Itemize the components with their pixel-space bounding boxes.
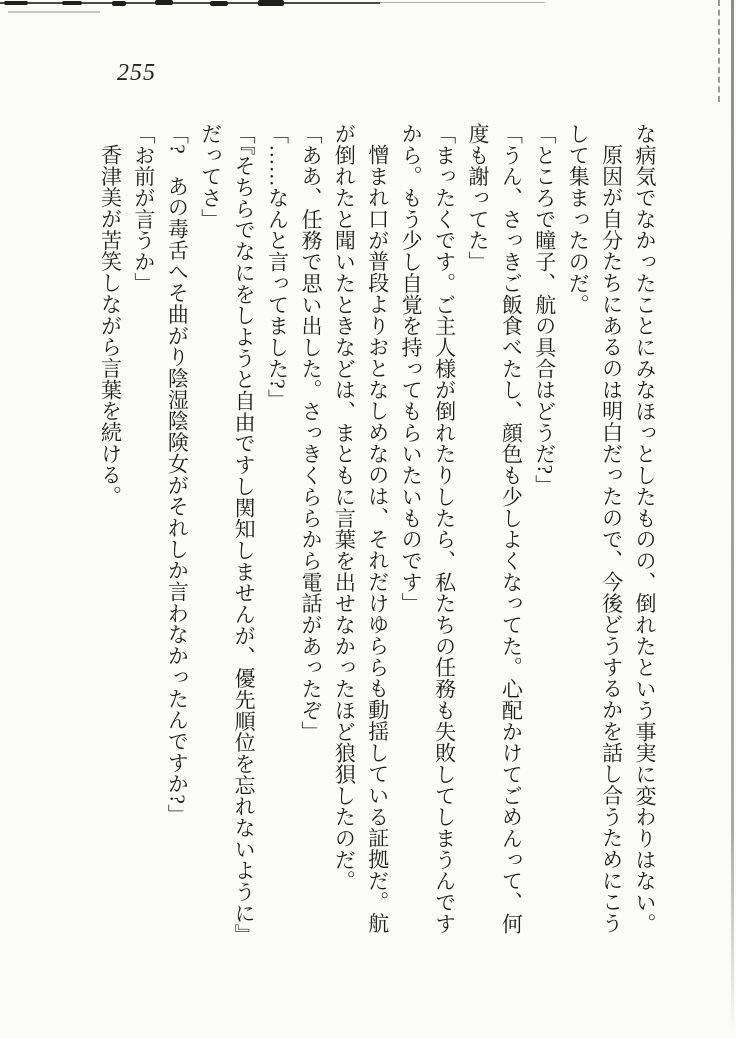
scan-artifact-blob	[155, 0, 173, 5]
paragraph: 香津美が苦笑しながら言葉を続ける。	[98, 144, 123, 507]
paragraph: 「『そちらでなにをしようと自由ですし関知しませんが、優先順位を忘れないように』 だってさ」	[198, 123, 257, 957]
paragraph: 原因が自分たちにあるのは明白だったので、今後どうするかを話し合うためにこうして集まったのだ。	[566, 123, 624, 934]
scan-artifact-blob	[62, 1, 82, 5]
scan-artifact-top-line	[0, 2, 380, 4]
paragraph: 「? あの毒舌へそ曲がり陰湿陰険女がそれしか言わなかったんですか?」	[165, 123, 190, 826]
page-number: 255	[117, 60, 156, 86]
scan-artifact-dashed-line	[718, 0, 720, 102]
paragraph: 「ああ、任務で思い出した。さっきくららから電話があったぞ」	[298, 123, 323, 743]
scan-artifact-blob	[210, 1, 228, 6]
paragraph: 「ところで瞳子、航の具合はどうだ?」	[532, 123, 557, 496]
scan-artifact-blob	[4, 1, 28, 5]
paragraph: 「うん、さっきご飯食べたし、顔色も少しよくなってた。心配かけてごめんって、何度も謝ってた」	[465, 123, 524, 935]
paragraph: 憎まれ口が普段よりおとなしめなのは、それだけゆららも動揺している証拠だ。航が倒れたと聞いたときなどは、まともに言葉を出せなかったほど狼狽したのだ。	[332, 123, 390, 934]
scan-artifact-blob	[112, 1, 126, 6]
paragraph: 「……なんと言ってました?」	[265, 123, 290, 411]
scan-artifact-top-line2	[8, 11, 100, 13]
paragraph: 「お前が言うか」	[131, 123, 156, 294]
scan-artifact-top-tail	[380, 2, 545, 3]
novel-text-block	[91, 123, 661, 957]
paragraph: 「まったくです。ご主人様が倒れたりしたら、私たちの任務も失敗してしまうんですから。もう少し自覚を持ってもらいたいものです」	[399, 123, 457, 935]
paragraph: な病気でなかったことにみなほっとしたものの、倒れたという事実に変わりはない。	[633, 123, 657, 935]
scan-artifact-blob	[258, 0, 284, 6]
page-edge-shadow	[731, 0, 734, 1034]
